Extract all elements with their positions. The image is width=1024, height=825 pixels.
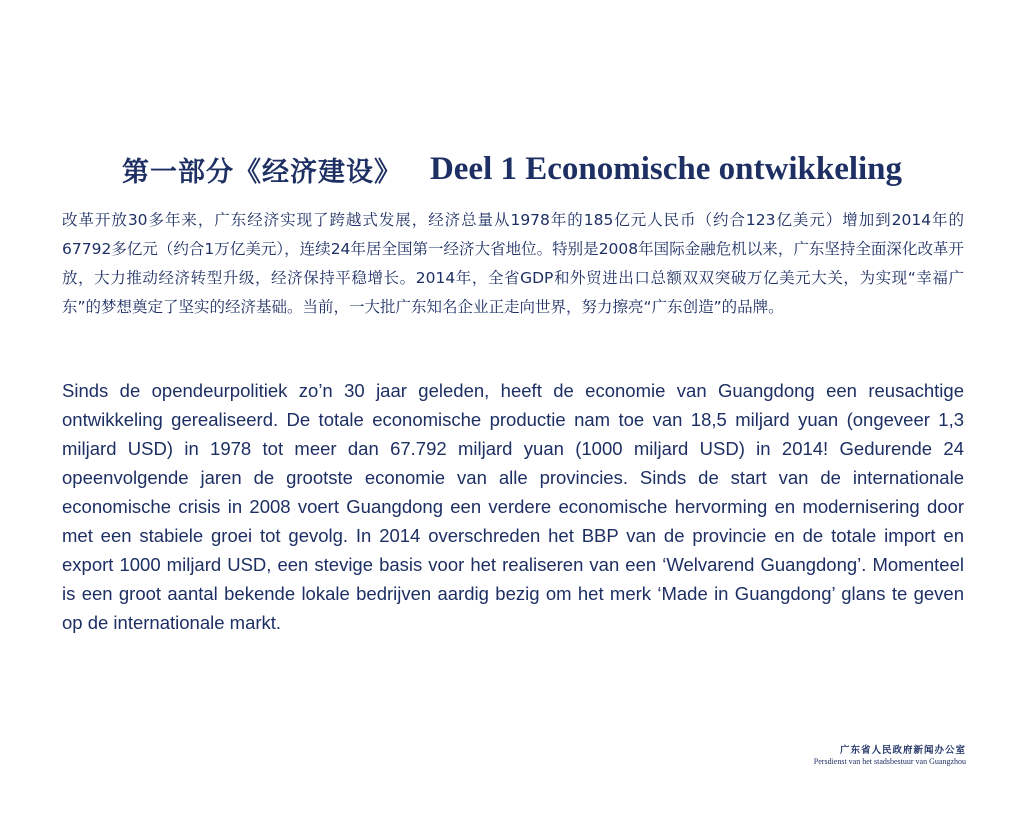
footer-org-dutch: Persdienst van het stadsbestuur van Guangzhou [813,757,966,766]
title-chinese: 第一部分《经济建设》 [121,157,402,188]
footer-credit [814,745,966,767]
footer-org-chinese: 广东省人民政府新闻办公室 [839,745,966,756]
title-dutch: Deel 1 Economische ontwikkeling [429,151,903,187]
page-title [0,150,1024,189]
paragraph-dutch: Sinds de opendeurpolitiek zo’n 30 jaar geleden, heeft de economie van Guangdong een reusachtige ontwikkeling gerealiseerd. De totale economische productie nam toe van 18,5 miljard yuan (ongeveer 1,3 miljard USD) in 1978 tot meer dan 67.792 miljard yuan (1000 miljard USD) in 2014! Gedurende 24 opeenvolgende jaren de grootste economie van alle provincies. Sinds de start van de internationale economische crisis in 2008 voert Guangdong een verdere economische hervorming en modernisering door met een stabiele groei tot gevolg. In 2014 overschreden het BBP van de provincie en de totale import en export 1000 miljard USD, een stevige basis voor het realiseren van een ‘Welvarend Guangdong’. Momenteel is een groot aantal bekende lokale bedrijven aardig bezig om het merk ‘Made in Guangdong’ glans te geven op de internationale markt. [62,380,964,633]
paragraph-chinese: 改革开放30多年来，广东经济实现了跨越式发展，经济总量从1978年的185亿元人民币（约合123亿美元）增加到2014年的67792多亿元（约合1万亿美元），连续24年居全国第一经济大省地位。特别是2008年国际金融危机以来，广东坚持全面深化改革开放，大力推动经济转型升级，经济保持平稳增长。2014年，全省GDP和外贸进出口总额双双突破万亿美元大关，为实现“幸福广东”的梦想奠定了坚实的经济基础。当前，一大批广东知名企业正走向世界，努力擦亮“广东创造”的品牌。 [62,211,964,316]
